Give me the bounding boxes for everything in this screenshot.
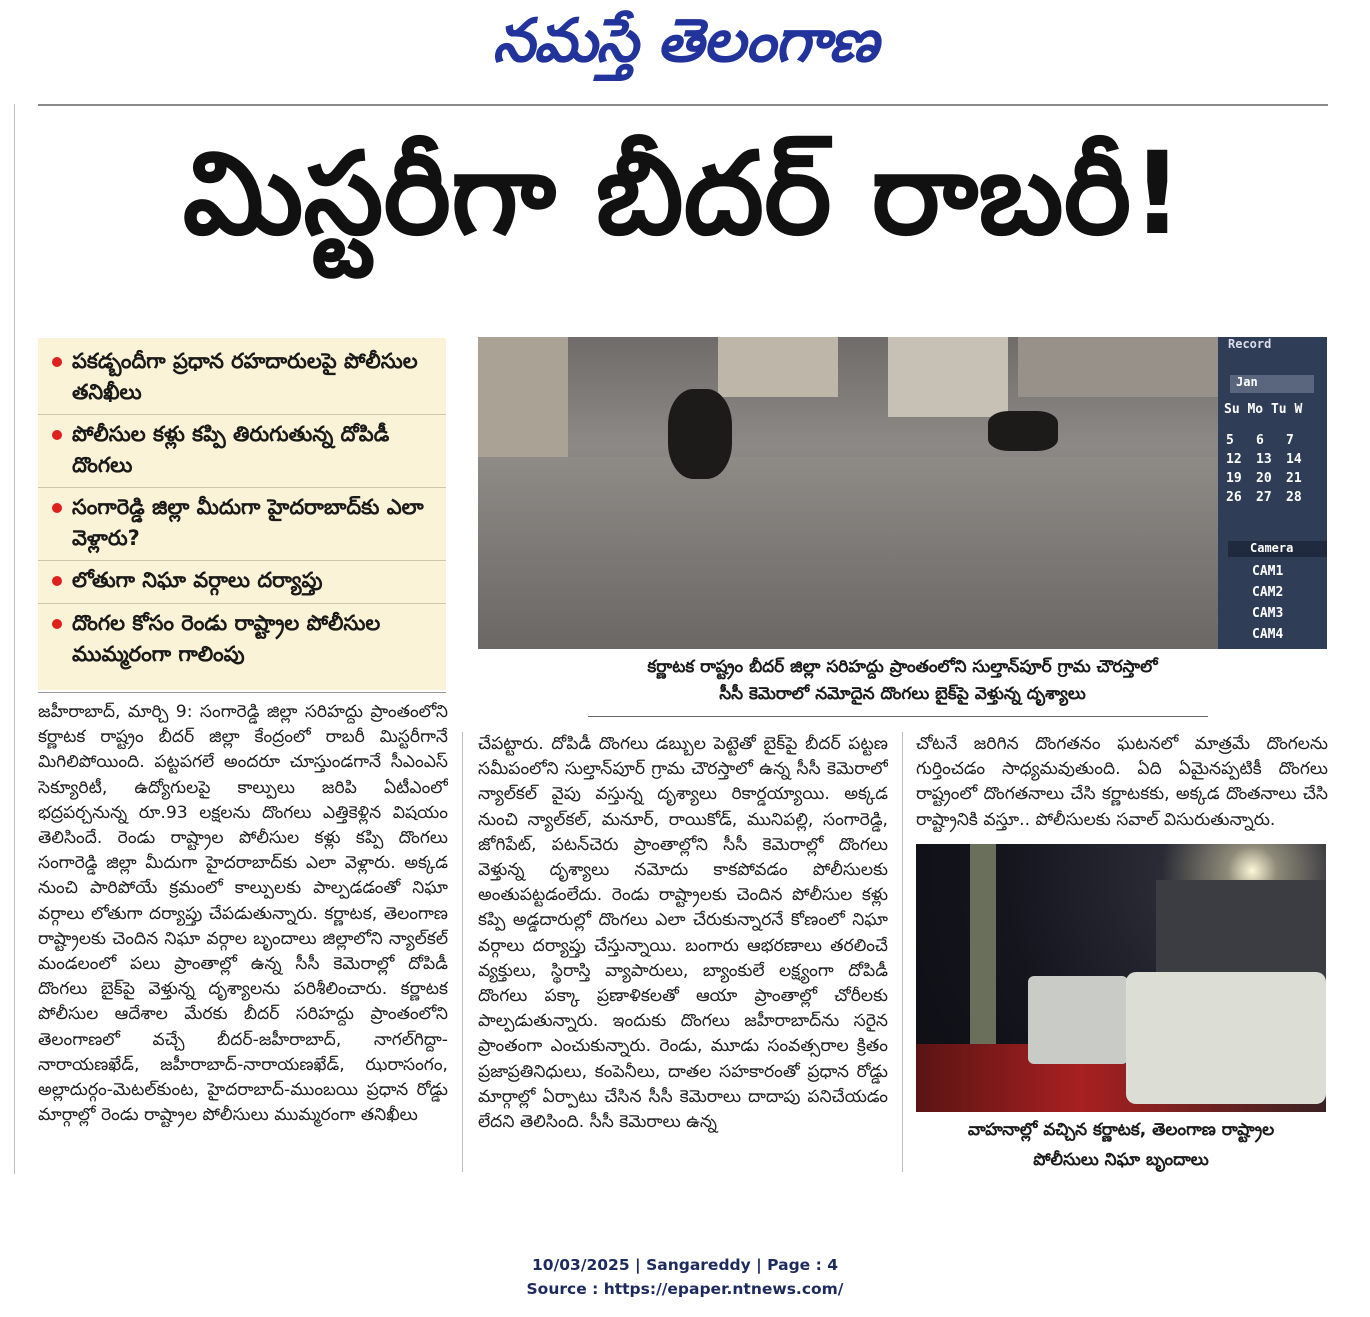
cctv-dates	[1226, 433, 1326, 505]
highlight-item	[38, 488, 446, 561]
photo2-caption-line: వాహనాల్లో వచ్చిన కర్ణాటక, తెలంగాణ రాష్ట్రాల	[967, 1120, 1275, 1140]
masthead-divider	[38, 104, 1328, 106]
cctv-date: 14	[1286, 452, 1302, 467]
photo2-caption	[916, 1116, 1326, 1176]
bullet-dot-icon	[52, 503, 62, 513]
photo-building	[478, 337, 568, 477]
article-column-3: చోటనే జరిగిన దొంగతనం ఘటనలో మాత్రమే దొంగలను గుర్తించడం సాధ్యమవుతుంది. ఏది ఏమైనప్పటికీ దొంగలు రాష్ట్రంలో దొంగతనాలు చేసి కర్ణాటకకు, అక్కడ దొంతనాలు చేసి రాష్ట్రానికి వస్తూ.. పోలీసులకు సవాల్ విసురుతున్నారు.	[916, 734, 1328, 830]
page-left-border	[14, 104, 15, 1174]
highlight-item	[38, 415, 446, 488]
cctv-date: 26	[1226, 490, 1242, 505]
police-van-figure	[1028, 976, 1128, 1064]
highlight-text: పకడ్బందీగా ప్రధాన రహదారులపై పోలీసుల తనిఖీలు	[72, 349, 418, 405]
cctv-camera-list	[1252, 561, 1283, 645]
highlight-text: లోతుగా నిఘా వర్గాలు దర్యాప్తు	[72, 568, 323, 593]
cctv-overlay-panel	[1218, 337, 1327, 649]
cctv-camera-item: CAM1	[1252, 564, 1284, 579]
footer-source-link[interactable]: Source : https://epaper.ntnews.com/	[526, 1280, 844, 1299]
caption-divider	[588, 716, 1208, 717]
photo1-caption-line: కర్ణాటక రాష్ట్రం బీదర్ జిల్లా సరిహద్దు ప్రాంతంలోని సుల్తాన్‌పూర్ గ్రామ చౌరస్తాలో	[647, 657, 1158, 677]
photo1-caption-line: సీసీ కెమెరాలో నమోదైన దొంగలు బైక్‌పై వెళ్తున్న దృశ్యాలు	[719, 684, 1086, 705]
footer-edition-info: 10/03/2025 | Sangareddy | Page : 4	[532, 1256, 838, 1274]
highlight-item	[38, 561, 446, 603]
photo-building	[1018, 337, 1218, 397]
photo-building	[718, 337, 838, 397]
photo1-caption	[478, 654, 1327, 708]
bike-riders-figure	[668, 389, 732, 479]
cctv-month: Jan	[1230, 375, 1314, 393]
column-divider	[462, 732, 463, 1172]
cctv-record-label: Record	[1228, 337, 1272, 351]
cctv-date: 6	[1256, 433, 1264, 448]
cctv-date: 19	[1226, 471, 1242, 486]
cctv-camera-header: Camera	[1228, 541, 1327, 557]
article-column-2: చేపట్టారు. దోపిడీ దొంగలు డబ్బుల పెట్టెతో బైక్‌పై బీదర్ పట్టణ సమీపంలోని సుల్తాన్‌పూర్ గ్రామ చౌరస్తాలో ఉన్న సీసీ కెమెరాలో న్యాల్‌కల్ వైపు వస్తున్న దృశ్యాలు రికార్డయ్యాయి. అక్కడ నుంచి న్యాల్‌కల్, మనూర్, రాయికోడ్, మునిపల్లి, సంగారెడ్డి, జోగిపేట్, పటన్‌చెరు ప్రాంతాల్లోని సీసీ కెమెరాల్లో దొంగలు వెళ్తున్న దృశ్యాలు నమోదు కాకపోవడం పోలీసులకు అంతుపట్టడంలేదు. రెండు రాష్ట్రాలకు చెందిన పోలీసుల కళ్లు కప్పి అడ్డదారుల్లో దొంగలు ఎలా చేరుకున్నారనే కోణంలో నిఘా వర్గాలు దర్యాప్తు చేస్తున్నాయి. బంగారు ఆభరణాలు తరలించే వ్యక్తులు, స్థిరాస్తి వ్యాపారులు, బ్యాంకులే లక్ష్యంగా దోపిడీ దొంగలు పక్కా ప్రణాళికలతో ఆయా ప్రాంతాల్లో చోరీలకు పాల్పడుతున్నారు. ఇందుకు దొంగలు జహీరాబాద్‌ను సరైన ప్రాంతంగా ఎంచుకున్నారు. రెండు, మూడు సంవత్సరాల క్రితం ప్రజాప్రతినిధులు, కంపెనీలు, దాతల సహకారంతో ప్రధాన రోడ్డు మార్గాల్లో ఏర్పాటు చేసిన సీసీ కెమెరాలు దాదాపు పనిచేయడం లేదని తెలిసింది. సీసీ కెమెరాలు ఉన్న	[478, 734, 888, 1133]
cctv-date: 20	[1256, 471, 1272, 486]
highlight-item	[38, 604, 446, 676]
photo-road	[478, 457, 1218, 649]
bullet-dot-icon	[52, 430, 62, 440]
page-footer	[0, 1253, 1370, 1301]
bullet-dot-icon	[52, 619, 62, 629]
cctv-date: 21	[1286, 471, 1302, 486]
highlights-divider	[38, 692, 446, 693]
newspaper-masthead: నమస్తే తెలంగాణ	[492, 6, 878, 76]
highlights-box	[38, 338, 446, 690]
police-vehicles-photo	[916, 844, 1326, 1112]
bullet-dot-icon	[52, 357, 62, 367]
cctv-camera-item: CAM4	[1252, 627, 1284, 642]
cctv-date: 7	[1286, 433, 1294, 448]
police-van-figure	[1126, 972, 1326, 1104]
column-divider	[902, 732, 903, 1172]
cctv-date: 5	[1226, 433, 1234, 448]
cctv-date: 13	[1256, 452, 1272, 467]
cctv-date: 27	[1256, 490, 1272, 505]
cctv-camera-item: CAM2	[1252, 585, 1284, 600]
article-column-1: జహీరాబాద్, మార్చి 9: సంగారెడ్డి జిల్లా సరిహద్దు ప్రాంతంలోని కర్ణాటక రాష్ట్రం బీదర్ జిల్లా కేంద్రంలో రాబరీ మిస్టరీగానే మిగిలిపోయింది. పట్టపగలే అందరూ చూస్తుండగానే సీఎంఎస్ సెక్యూరిటీ, ఉద్యోగులపై కాల్పులు జరిపి ఏటీఎంలో భద్రపర్చనున్న రూ.93 లక్షలను దొంగలు ఎత్తికెళ్లిన విషయం తెలిసిందే. రెండు రాష్ట్రాల పోలీసుల కళ్లు కప్పి దొంగలు సంగారెడ్డి జిల్లా మీదుగా హైదరాబాద్‌కు ఎలా వెళ్లారు. అక్కడ నుంచి పారిపోయే క్రమంలో కాల్పులకు పాల్పడడంతో నిఘా వర్గాలు లోతుగా దర్యాప్తు చేపడుతున్నారు. కర్ణాటక, తెలంగాణ రాష్ట్రాలకు చెందిన నిఘా వర్గాల బృందాలు జిల్లాలోని న్యాల్‌కల్ మండలంలో పలు ప్రాంతాల్లో ఉన్న సీసీ కెమెరాల్లో దోపిడీ దొంగలు బైక్‌పై వెళ్తున్న దృశ్యాలను పరిశీలించారు. కర్ణాటక పోలీసుల ఆదేశాల మేరకు బీదర్ సరిహద్దు ప్రాంతంలోని తెలంగాణలో వచ్చే బీదర్-జహీరాబాద్, నాగల్‌గిద్దా-నారాయణఖేడ్, జహీరాబాద్-నారాయణఖేడ్, ఝరాసంగం, అల్లాదుర్గం-మెటల్‌కుంట, హైదరాబాద్-ముంబయి ప్రధాన రోడ్డు మార్గాల్లో రెండు రాష్ట్రాల పోలీసులు ముమ్మరంగా తనిఖీలు	[38, 702, 448, 1126]
highlight-text: సంగారెడ్డి జిల్లా మీదుగా హైదరాబాద్‌కు ఎలా వెళ్లారు?	[72, 495, 424, 551]
highlight-text: పోలీసుల కళ్లు కప్పి తిరుగుతున్న దోపిడీ దొంగలు	[72, 422, 390, 478]
cctv-date: 28	[1286, 490, 1302, 505]
article-headline: మిస్టరీగా బీదర్ రాబరీ!	[182, 127, 1184, 260]
highlight-text: దొంగల కోసం రెండు రాష్ట్రాల పోలీసుల ముమ్మరంగా గాలింపు	[72, 610, 381, 666]
highlight-item	[38, 342, 446, 415]
cctv-footage-photo	[478, 337, 1327, 649]
photo-building	[888, 337, 1008, 417]
cctv-weekdays: Su Mo Tu W	[1224, 402, 1303, 417]
cctv-date: 12	[1226, 452, 1242, 467]
bullet-dot-icon	[52, 576, 62, 586]
parked-bike-figure	[988, 411, 1058, 451]
photo2-caption-line: పోలీసులు నిఘా బృందాలు	[1033, 1149, 1209, 1170]
cctv-camera-item: CAM3	[1252, 606, 1284, 621]
